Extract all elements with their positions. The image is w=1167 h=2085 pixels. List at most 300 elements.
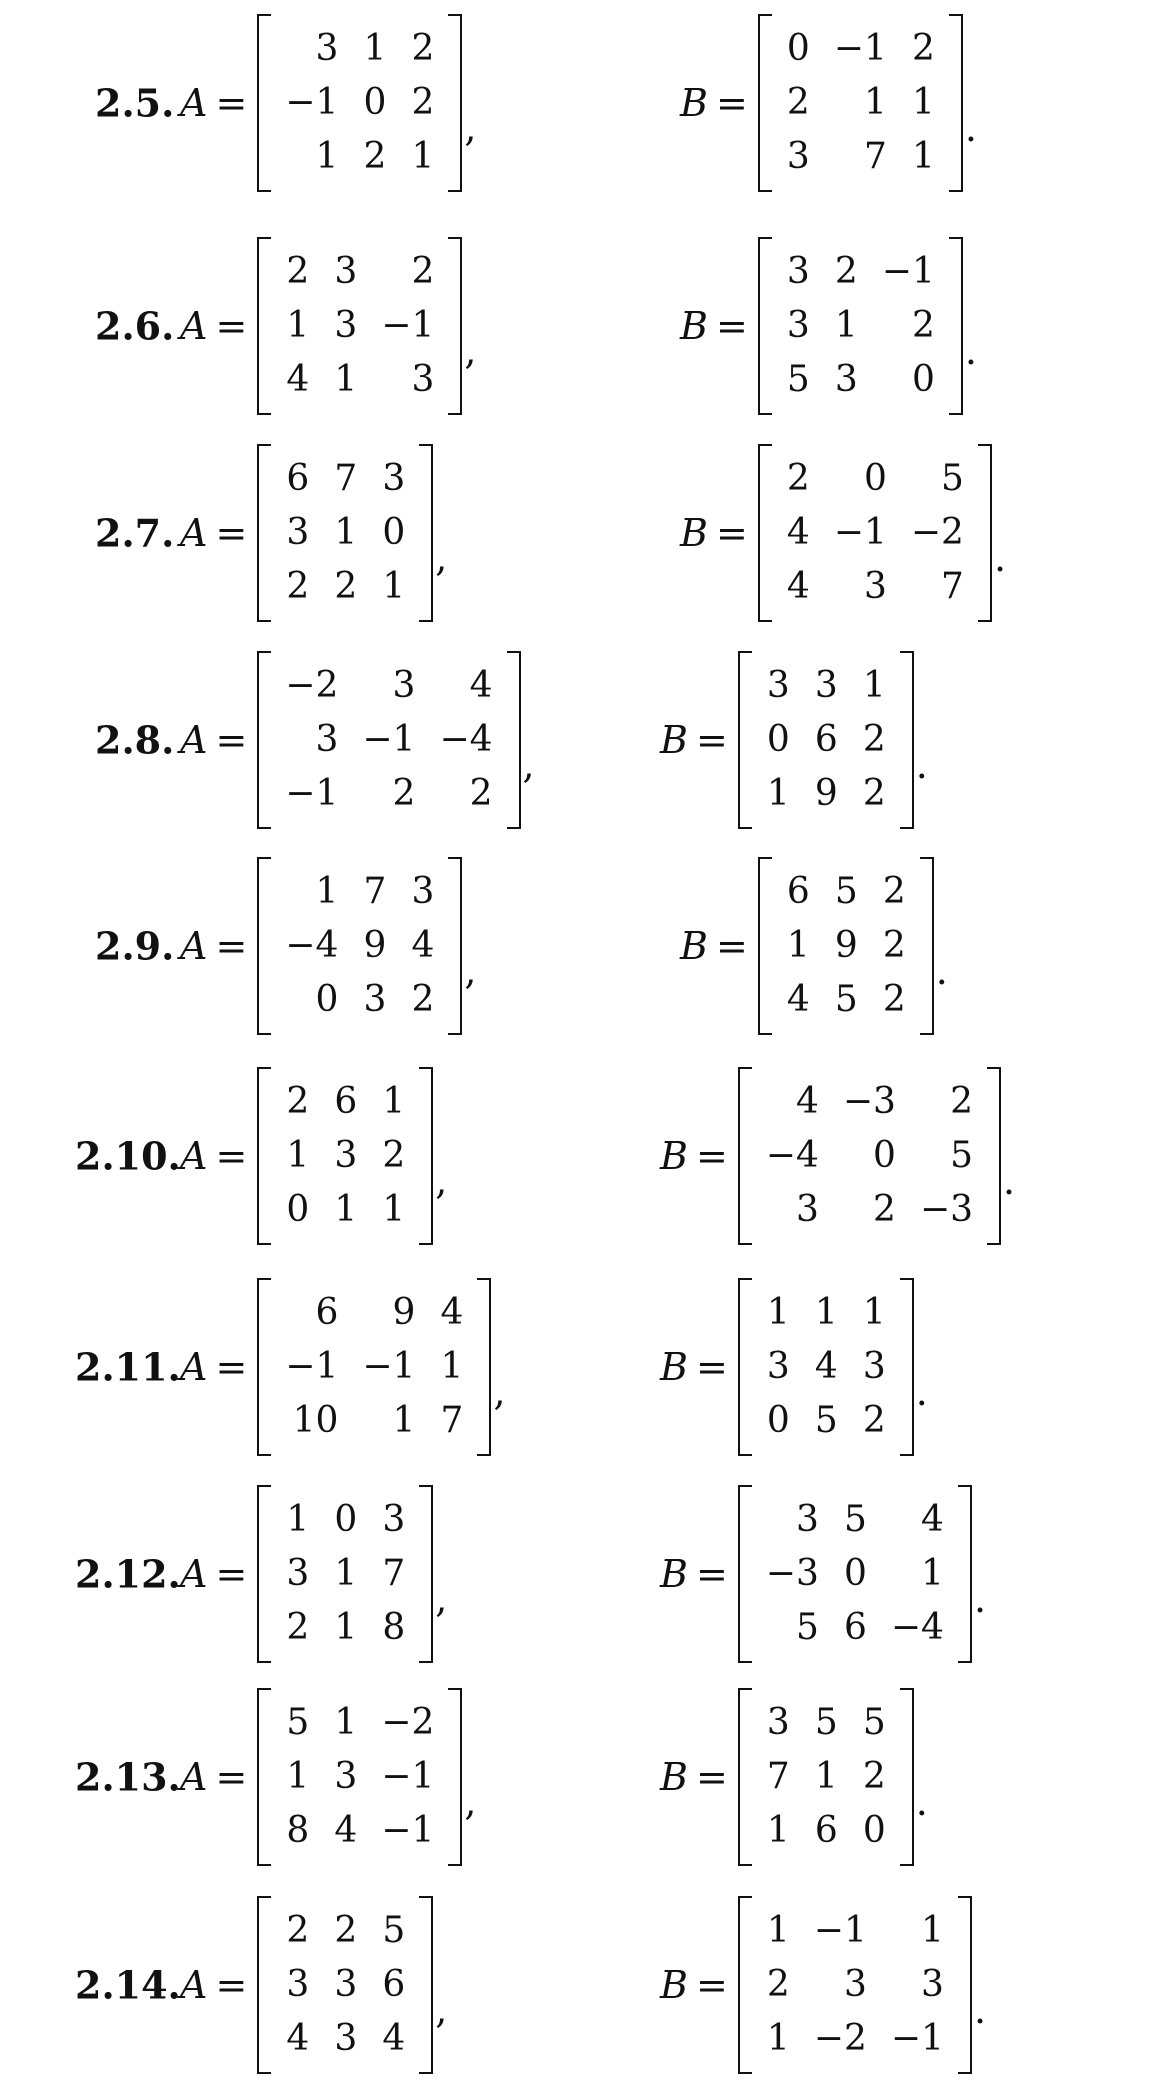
matrix-a-row (273, 919, 446, 973)
matrix-a-expression (180, 651, 535, 829)
matrix-b-entry: 3 (786, 136, 810, 177)
matrix-a-entry: 1 (286, 305, 310, 346)
matrix-a-entry: 1 (334, 359, 358, 400)
matrix-b-row (754, 1394, 898, 1448)
matrix-a-entry: 4 (440, 1292, 464, 1333)
matrix-b-entry: 5 (862, 1702, 886, 1743)
matrix-b-row (754, 1129, 985, 1183)
comma: , (464, 106, 477, 150)
period: . (1003, 1159, 1016, 1203)
matrix-b-row (754, 1696, 898, 1750)
matrix-b-entry: 5 (834, 871, 858, 912)
matrix-b-row (774, 353, 947, 407)
period: . (964, 329, 977, 373)
matrix-a-entry: 4 (286, 2018, 310, 2059)
matrix-a-entry: 7 (440, 1400, 464, 1441)
matrix-a-entry: 2 (334, 566, 358, 607)
equals-sign: = (715, 924, 748, 968)
matrix-a-entry: 4 (469, 665, 493, 706)
problem-number: 2.10. (75, 1133, 181, 1179)
matrix-a-entry: 1 (286, 1135, 310, 1176)
matrix-b-entry: −4 (890, 1607, 944, 1648)
matrix-a (257, 14, 462, 192)
problem-number: 2.6. (95, 303, 175, 349)
matrix-a-row (273, 1750, 446, 1804)
matrix-b-expression (660, 651, 928, 829)
matrix-b-entry: 4 (786, 979, 810, 1020)
matrix-b-entry: −3 (765, 1553, 819, 1594)
matrix-b-name: B (660, 1755, 688, 1799)
matrix-a-entry: −1 (381, 305, 435, 346)
matrix-a-entry: −4 (285, 925, 339, 966)
matrix-a-entry: 1 (382, 1081, 406, 1122)
matrix-a-expression (180, 237, 476, 415)
matrix-a-name: A (180, 1552, 208, 1596)
matrix-a-entry: 7 (334, 458, 358, 499)
matrix-a-entry: −1 (285, 1346, 339, 1387)
matrix-a-row (273, 659, 504, 713)
matrix-a-entry: −1 (285, 773, 339, 814)
problem-row (0, 1677, 1167, 1877)
matrix-a-row (273, 2012, 417, 2066)
matrix-a-entry: 3 (334, 1964, 358, 2005)
matrix-b-entry: 3 (786, 305, 810, 346)
matrix-b-entry: −1 (833, 28, 887, 69)
matrix-b-expression (660, 1485, 986, 1663)
matrix-a-entry: 4 (382, 2018, 406, 2059)
matrix-b-entry: 2 (882, 979, 906, 1020)
matrix-a-expression (180, 1067, 447, 1245)
matrix-b-row (754, 1547, 956, 1601)
comma: , (435, 536, 448, 580)
matrix-a-entry: −1 (285, 82, 339, 123)
matrix-b-grid (774, 245, 947, 407)
matrix-b-entry: 2 (882, 871, 906, 912)
matrix-b-entry: 2 (862, 1756, 886, 1797)
matrix-b-row (754, 767, 898, 821)
matrix-b-entry: 0 (843, 1553, 867, 1594)
matrix-a-entry: 0 (363, 82, 387, 123)
matrix-b-row (754, 713, 898, 767)
matrix-b-expression (680, 857, 948, 1035)
matrix-a-row (273, 353, 446, 407)
matrix-b-expression (680, 237, 977, 415)
matrix-a-entry: 3 (334, 2018, 358, 2059)
matrix-b-entry: 3 (766, 1346, 790, 1387)
matrix-b (738, 1067, 1001, 1245)
matrix-b-entry: −1 (833, 512, 887, 553)
matrix-a-row (273, 1394, 475, 1448)
matrix-a-entry: 1 (382, 1189, 406, 1230)
problem-number: 2.7. (95, 510, 175, 556)
matrix-b-row (774, 76, 947, 130)
matrix-b-expression (680, 444, 1006, 622)
matrix-b-expression (660, 1896, 986, 2074)
comma: , (435, 1577, 448, 1621)
matrix-b-entry: 2 (950, 1081, 974, 1122)
matrix-b-entry: 1 (921, 1910, 944, 1951)
matrix-b-entry: 2 (862, 1400, 886, 1441)
equals-sign: = (715, 81, 748, 125)
matrix-a-entry: 2 (286, 1607, 310, 1648)
matrix-a-entry: 5 (286, 1702, 310, 1743)
comma: , (464, 1780, 477, 1824)
matrix-b-row (754, 1340, 898, 1394)
equals-sign: = (215, 304, 248, 348)
problem-row (0, 3, 1167, 203)
matrix-a-row (273, 1183, 417, 1237)
equals-sign: = (215, 511, 248, 555)
problem-number: 2.9. (95, 923, 175, 969)
matrix-b-grid (754, 1286, 898, 1448)
period: . (935, 949, 948, 993)
matrix-b-entry: 9 (814, 773, 838, 814)
equals-sign: = (215, 1345, 248, 1389)
matrix-a-entry: −4 (439, 719, 493, 760)
matrix-b-row (754, 1493, 956, 1547)
matrix-b-entry: 1 (863, 82, 887, 123)
matrix-a-entry: 6 (286, 458, 310, 499)
matrix-b-entry: −3 (919, 1189, 974, 1230)
matrix-a-entry: 4 (334, 1810, 358, 1851)
matrix-a-row (273, 1547, 417, 1601)
matrix-a-entry: 6 (315, 1292, 339, 1333)
matrix-b-entry: 0 (873, 1135, 896, 1176)
matrix-a-row (273, 1696, 446, 1750)
matrix-a-entry: 2 (392, 773, 416, 814)
matrix-b (738, 1896, 972, 2074)
matrix-b-row (754, 1904, 956, 1958)
equals-sign: = (695, 1552, 728, 1596)
matrix-b-entry: 3 (862, 1346, 886, 1387)
matrix-b-row (774, 299, 947, 353)
matrix-a-name: A (180, 924, 208, 968)
matrix-a-entry: 1 (334, 512, 358, 553)
problem-row (0, 1267, 1167, 1467)
matrix-a-row (273, 1601, 417, 1655)
matrix-a-entry: 0 (382, 512, 406, 553)
matrix-a-entry: 0 (286, 1189, 310, 1230)
matrix-b-entry: 3 (795, 1499, 819, 1540)
equals-sign: = (215, 718, 248, 762)
matrix-a-entry: 3 (315, 719, 339, 760)
matrix-a-entry: 3 (382, 458, 406, 499)
problem-row (0, 1885, 1167, 2085)
matrix-b (738, 651, 914, 829)
comma: , (522, 743, 535, 787)
matrix-a-row (273, 1958, 417, 2012)
matrix-a-row (273, 1340, 475, 1394)
matrix-a-entry: 3 (286, 512, 310, 553)
matrix-a-expression (180, 14, 476, 192)
matrix-a-row (273, 973, 446, 1027)
matrix-b (758, 857, 934, 1035)
matrix-b-entry: 0 (766, 719, 790, 760)
matrix-a (257, 1688, 462, 1866)
matrix-b-row (754, 1958, 956, 2012)
matrix-a-entry: 1 (392, 1400, 416, 1441)
matrix-a-row (273, 1904, 417, 1958)
matrix-a-entry: 9 (392, 1292, 416, 1333)
matrix-b-entry: 2 (786, 82, 810, 123)
matrix-b-entry: 6 (814, 1810, 838, 1851)
matrix-b-entry: 1 (766, 1910, 790, 1951)
matrix-b-entry: −2 (813, 2018, 867, 2059)
matrix-b-entry: 7 (863, 136, 887, 177)
matrix-b-entry: 2 (766, 1964, 790, 2005)
matrix-b-entry: 9 (834, 925, 858, 966)
matrix-b-entry: 1 (862, 665, 886, 706)
matrix-a (257, 1067, 433, 1245)
period: . (915, 1780, 928, 1824)
equals-sign: = (215, 81, 248, 125)
problem-row (0, 226, 1167, 426)
matrix-a-entry: 3 (363, 979, 387, 1020)
matrix-a (257, 1485, 433, 1663)
matrix-a-entry: 2 (334, 1910, 358, 1951)
matrix-b-entry: 4 (921, 1499, 944, 1540)
comma: , (435, 1159, 448, 1203)
matrix-b-entry: 4 (786, 512, 810, 553)
matrix-b-row (774, 560, 976, 614)
matrix-a-entry: 8 (286, 1810, 310, 1851)
matrix-a-name: A (180, 1134, 208, 1178)
matrix-b (738, 1485, 972, 1663)
matrix-b-name: B (680, 81, 708, 125)
matrix-b-entry: −1 (890, 2018, 944, 2059)
matrix-b-expression (660, 1278, 928, 1456)
equals-sign: = (215, 1552, 248, 1596)
matrix-a-entry: 2 (411, 82, 435, 123)
matrix-b-entry: −2 (910, 512, 964, 553)
matrix-a-grid (273, 1696, 446, 1858)
matrix-b-row (754, 1804, 898, 1858)
matrix-a-entry: 2 (286, 1081, 310, 1122)
matrix-b-name: B (660, 1963, 688, 2007)
period: . (973, 1577, 987, 1621)
matrix-b-entry: 6 (814, 719, 838, 760)
matrix-a-row (273, 767, 504, 821)
matrix-a-entry: 9 (363, 925, 387, 966)
matrix-a-entry: 2 (411, 251, 435, 292)
matrix-a-row (273, 1129, 417, 1183)
matrix-b-entry: 5 (786, 359, 810, 400)
matrix-b-entry: −1 (813, 1910, 867, 1951)
matrix-b-grid (754, 1696, 898, 1858)
comma: , (435, 1988, 448, 2032)
matrix-a (257, 1896, 433, 2074)
matrix-a-entry: 7 (382, 1553, 406, 1594)
matrix-b-entry: 5 (941, 458, 964, 499)
problem-row (0, 1056, 1167, 1256)
matrix-a-grid (273, 1493, 417, 1655)
matrix-a-entry: −2 (285, 665, 339, 706)
matrix-b-entry: 1 (834, 305, 858, 346)
matrix-b-entry: 2 (786, 458, 810, 499)
matrix-b-entry: 2 (834, 251, 858, 292)
matrix-b-entry: 3 (786, 251, 810, 292)
matrix-a-grid (273, 245, 446, 407)
matrix-b-expression (680, 14, 977, 192)
matrix-a-entry: 1 (286, 1499, 310, 1540)
matrix-b-entry: 5 (795, 1607, 819, 1648)
matrix-a-entry: 1 (315, 136, 339, 177)
matrix-a-row (273, 245, 446, 299)
matrix-a-entry: 1 (363, 28, 387, 69)
matrix-b-entry: 3 (766, 1702, 790, 1743)
matrix-b-entry: 1 (766, 2018, 790, 2059)
matrix-b-entry: 1 (766, 1292, 790, 1333)
period: . (993, 536, 1007, 580)
matrix-a-row (273, 1075, 417, 1129)
problem-number: 2.5. (95, 80, 175, 126)
matrix-a-entry: 7 (363, 871, 387, 912)
matrix-b-grid (774, 452, 976, 614)
matrix-b-entry: 3 (843, 1964, 867, 2005)
matrix-b-row (774, 919, 918, 973)
matrix-b-name: B (680, 924, 708, 968)
matrix-a-expression (180, 1896, 447, 2074)
matrix-b-entry: 1 (921, 1553, 944, 1594)
period: . (915, 1370, 928, 1414)
matrix-a-entry: 3 (334, 251, 358, 292)
matrix-b-entry: 2 (911, 305, 935, 346)
matrix-a-entry: 1 (334, 1702, 358, 1743)
matrix-b-grid (774, 22, 947, 184)
matrix-a-entry: 1 (411, 136, 435, 177)
problem-row (0, 846, 1167, 1046)
matrix-b-entry: 5 (843, 1499, 867, 1540)
matrix-b-name: B (660, 1134, 688, 1178)
matrix-b-entry: 0 (911, 359, 935, 400)
matrix-a-row (273, 1804, 446, 1858)
matrix-a-entry: 6 (382, 1964, 406, 2005)
matrix-b-grid (774, 865, 918, 1027)
matrix-a-entry: 3 (382, 1499, 406, 1540)
matrix-a (257, 651, 520, 829)
matrix-a-entry: 4 (411, 925, 435, 966)
equals-sign: = (715, 511, 748, 555)
matrix-a-name: A (180, 304, 208, 348)
matrix-a (257, 444, 433, 622)
matrix-a-row (273, 22, 446, 76)
problem-row (0, 433, 1167, 633)
matrix-a-entry: 1 (440, 1346, 464, 1387)
matrix-a-name: A (180, 718, 208, 762)
matrix-a-expression (180, 1485, 447, 1663)
matrix-b-entry: 5 (814, 1400, 838, 1441)
matrix-b (738, 1278, 914, 1456)
matrix-b-row (774, 452, 976, 506)
problem-number: 2.14. (75, 1962, 181, 2008)
matrix-a-row (273, 299, 446, 353)
matrix-b-entry: 5 (834, 979, 858, 1020)
matrix-a-entry: 3 (334, 305, 358, 346)
matrix-b-row (774, 973, 918, 1027)
matrix-a-entry: −1 (362, 1346, 416, 1387)
matrix-b-entry: 1 (766, 773, 790, 814)
matrix-a-grid (273, 1286, 475, 1448)
matrix-a-entry: 0 (315, 979, 339, 1020)
matrix-a-name: A (180, 81, 208, 125)
matrix-a-entry: 3 (334, 1756, 358, 1797)
matrix-a-name: A (180, 511, 208, 555)
matrix-b-entry: 0 (862, 1810, 886, 1851)
matrix-a-entry: 3 (334, 1135, 358, 1176)
matrix-a-row (273, 1493, 417, 1547)
matrix-b-name: B (680, 304, 708, 348)
matrix-b-entry: 3 (834, 359, 858, 400)
matrix-b-entry: 4 (814, 1346, 838, 1387)
problem-number: 2.12. (75, 1551, 181, 1597)
matrix-b-entry: 1 (911, 136, 935, 177)
matrix-b-name: B (660, 1345, 688, 1389)
matrix-a-entry: 3 (411, 871, 435, 912)
matrix-a-entry: −1 (381, 1756, 435, 1797)
matrix-b-row (754, 2012, 956, 2066)
matrix-b-entry: −3 (842, 1081, 896, 1122)
matrix-b-entry: 7 (941, 566, 964, 607)
period: . (973, 1988, 987, 2032)
matrix-a-row (273, 452, 417, 506)
matrix-a-entry: 2 (286, 566, 310, 607)
matrix-a-entry: 2 (363, 136, 387, 177)
matrix-b (738, 1688, 914, 1866)
matrix-b-entry: 3 (795, 1189, 819, 1230)
matrix-a-name: A (180, 1345, 208, 1389)
matrix-a-entry: 2 (411, 28, 435, 69)
equals-sign: = (695, 1755, 728, 1799)
matrix-a-row (273, 713, 504, 767)
matrix-a-entry: 5 (382, 1910, 406, 1951)
matrix-b-entry: 2 (911, 28, 935, 69)
matrix-b-row (774, 865, 918, 919)
matrix-b-entry: 0 (863, 458, 887, 499)
matrix-a-entry: −1 (362, 719, 416, 760)
matrix-a-entry: 0 (334, 1499, 358, 1540)
matrix-b-grid (754, 1075, 985, 1237)
matrix-b-entry: 7 (766, 1756, 790, 1797)
matrix-a-row (273, 865, 446, 919)
equals-sign: = (695, 1963, 728, 2007)
matrix-b-entry: −1 (881, 251, 935, 292)
problem-number: 2.11. (75, 1344, 181, 1390)
matrix-a-name: A (180, 1963, 208, 2007)
matrix-a-grid (273, 659, 504, 821)
equals-sign: = (715, 304, 748, 348)
matrix-a-expression (180, 1688, 476, 1866)
matrix-a-entry: 2 (411, 979, 435, 1020)
matrix-a-entry: 2 (286, 1910, 310, 1951)
matrix-a (257, 237, 462, 415)
matrix-a-entry: 3 (411, 359, 435, 400)
matrix-a-expression (180, 444, 447, 622)
matrix-b-entry: 1 (911, 82, 935, 123)
matrix-b-entry: 4 (786, 566, 810, 607)
matrix-b-entry: 1 (814, 1756, 838, 1797)
equals-sign: = (695, 718, 728, 762)
matrix-a (257, 1278, 491, 1456)
matrix-a-grid (273, 1075, 417, 1237)
equals-sign: = (215, 1755, 248, 1799)
matrix-a-expression (180, 1278, 506, 1456)
matrix-a-entry: 2 (382, 1135, 406, 1176)
matrix-b-grid (754, 1904, 956, 2066)
matrix-a-entry: 3 (286, 1553, 310, 1594)
matrix-b-row (774, 22, 947, 76)
equals-sign: = (695, 1134, 728, 1178)
problem-number: 2.8. (95, 717, 175, 763)
